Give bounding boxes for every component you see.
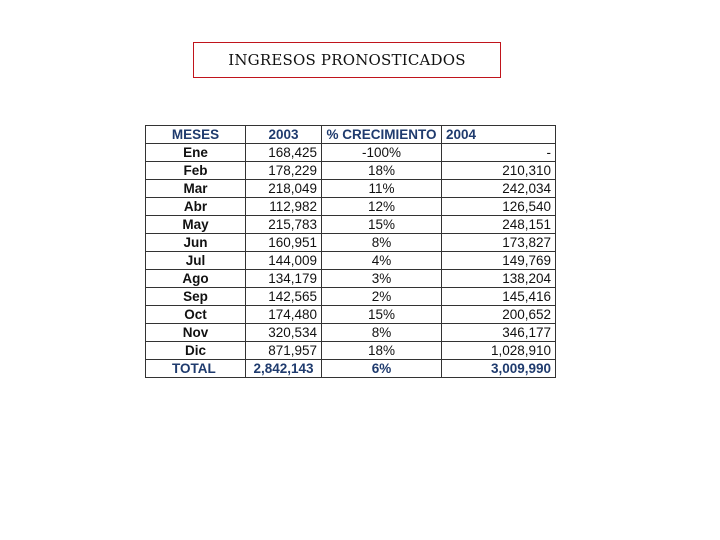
cell-mes: Nov: [146, 324, 246, 342]
cell-crecimiento: 15%: [322, 216, 442, 234]
table-row: [146, 216, 556, 234]
cell-2004: 210,310: [442, 162, 556, 180]
cell-mes: Jul: [146, 252, 246, 270]
cell-mes: Ene: [146, 144, 246, 162]
cell-mes: Oct: [146, 306, 246, 324]
cell-2003: 218,049: [246, 180, 322, 198]
cell-2003: 134,179: [246, 270, 322, 288]
cell-crecimiento: -100%: [322, 144, 442, 162]
total-2003: 2,842,143: [246, 360, 322, 378]
cell-2003: 144,009: [246, 252, 322, 270]
cell-2004: 346,177: [442, 324, 556, 342]
table-row: [146, 162, 556, 180]
table-row: [146, 306, 556, 324]
cell-mes: Abr: [146, 198, 246, 216]
cell-crecimiento: 8%: [322, 234, 442, 252]
table-row: [146, 288, 556, 306]
cell-mes: Dic: [146, 342, 246, 360]
cell-2004: 149,769: [442, 252, 556, 270]
cell-2004: 1,028,910: [442, 342, 556, 360]
cell-2003: 320,534: [246, 324, 322, 342]
revenue-table: [145, 125, 556, 378]
cell-mes: Jun: [146, 234, 246, 252]
cell-2004: 145,416: [442, 288, 556, 306]
cell-2004: 248,151: [442, 216, 556, 234]
table-row: [146, 324, 556, 342]
cell-2004: 126,540: [442, 198, 556, 216]
cell-mes: Sep: [146, 288, 246, 306]
table-row: [146, 180, 556, 198]
cell-2004: 200,652: [442, 306, 556, 324]
table-row: [146, 198, 556, 216]
cell-2003: 178,229: [246, 162, 322, 180]
cell-2003: 168,425: [246, 144, 322, 162]
cell-crecimiento: 11%: [322, 180, 442, 198]
cell-crecimiento: 8%: [322, 324, 442, 342]
cell-mes: Mar: [146, 180, 246, 198]
total-row: [146, 360, 556, 378]
cell-crecimiento: 2%: [322, 288, 442, 306]
cell-mes: Feb: [146, 162, 246, 180]
cell-crecimiento: 18%: [322, 342, 442, 360]
cell-2003: 871,957: [246, 342, 322, 360]
cell-crecimiento: 3%: [322, 270, 442, 288]
table-row: [146, 234, 556, 252]
header-meses: MESES: [146, 126, 246, 144]
total-2004: 3,009,990: [442, 360, 556, 378]
cell-2003: 112,982: [246, 198, 322, 216]
cell-mes: May: [146, 216, 246, 234]
total-label: TOTAL: [146, 360, 246, 378]
cell-2003: 174,480: [246, 306, 322, 324]
header-crecimiento: % CRECIMIENTO: [322, 126, 442, 144]
total-crecimiento: 6%: [322, 360, 442, 378]
header-2003: 2003: [246, 126, 322, 144]
table-row: [146, 342, 556, 360]
page-title: INGRESOS PRONOSTICADOS: [193, 42, 501, 78]
cell-2004: -: [442, 144, 556, 162]
cell-crecimiento: 4%: [322, 252, 442, 270]
cell-crecimiento: 15%: [322, 306, 442, 324]
header-2004: 2004: [442, 126, 556, 144]
cell-2003: 160,951: [246, 234, 322, 252]
cell-2003: 215,783: [246, 216, 322, 234]
header-row: [146, 126, 556, 144]
cell-crecimiento: 12%: [322, 198, 442, 216]
cell-2004: 173,827: [442, 234, 556, 252]
cell-crecimiento: 18%: [322, 162, 442, 180]
table-row: [146, 144, 556, 162]
cell-2003: 142,565: [246, 288, 322, 306]
table-row: [146, 270, 556, 288]
cell-2004: 138,204: [442, 270, 556, 288]
cell-2004: 242,034: [442, 180, 556, 198]
table-row: [146, 252, 556, 270]
cell-mes: Ago: [146, 270, 246, 288]
